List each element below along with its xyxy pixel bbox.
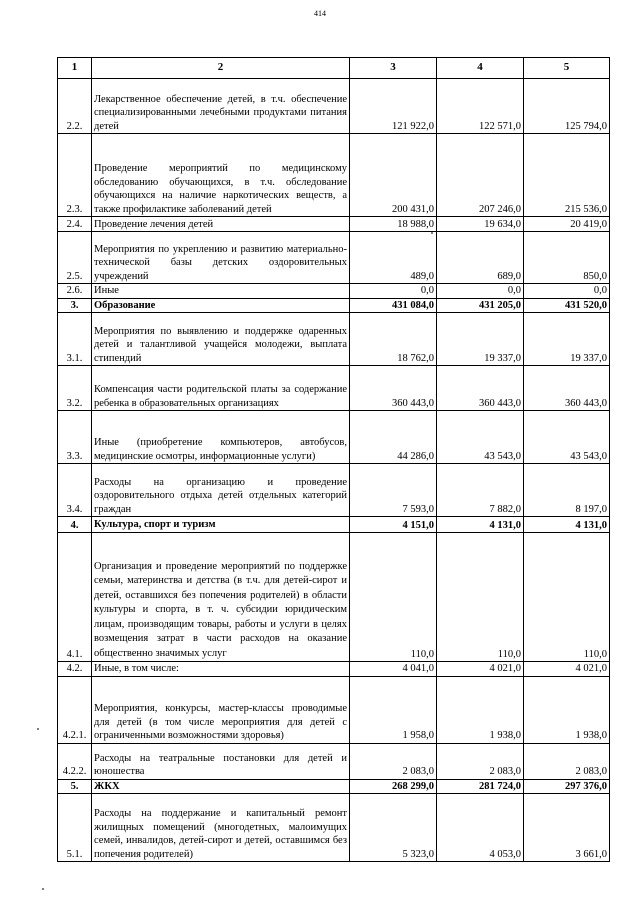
value-col3: 4 041,0 [350,662,437,677]
row-description: Расходы на театральные постановки для детей и юношества [92,743,350,779]
row-description: Иные, в том числе: [92,662,350,677]
column-header-2: 2 [92,58,350,79]
value-col5: 0,0 [524,284,610,299]
column-header-5: 5 [524,58,610,79]
row-number: 2.5. [58,232,92,284]
table-row [58,464,610,517]
row-number: 5.1. [58,794,92,862]
row-number: 2.3. [58,134,92,217]
row-description: ЖКХ [92,779,350,794]
row-description: Образование [92,298,350,313]
value-col3: 44 286,0 [350,411,437,464]
value-col3: 4 151,0 [350,517,437,533]
value-col4: 4 131,0 [437,517,524,533]
value-col3: 1 958,0 [350,676,437,743]
value-col4: 207 246,0 [437,134,524,217]
row-number: 2.6. [58,284,92,299]
value-col3: 200 431,0 [350,134,437,217]
table-row [58,743,610,779]
value-col5: 2 083,0 [524,743,610,779]
value-col3: 5 323,0 [350,794,437,862]
column-header-3: 3 [350,58,437,79]
value-col4: 281 724,0 [437,779,524,794]
value-col3: 2 083,0 [350,743,437,779]
budget-table [57,57,610,862]
table-body [58,79,610,862]
row-number: 2.2. [58,79,92,134]
row-description: Иные [92,284,350,299]
row-number: 3.2. [58,366,92,411]
value-col5: 850,0 [524,232,610,284]
row-number: 3.4. [58,464,92,517]
value-col3: 18 762,0 [350,313,437,366]
value-col3: 7 593,0 [350,464,437,517]
row-description: Расходы на поддержание и капитальный ремонт жилищных помещений (многодетных, малоимущих семей, инвалидов, детей-сирот и детей, оставшимся без попечения родителей) [92,794,350,862]
scan-speck [42,888,44,890]
row-number: 4.2.1. [58,676,92,743]
value-col5: 3 661,0 [524,794,610,862]
row-description: Культура, спорт и туризм [92,517,350,533]
value-col4: 1 938,0 [437,676,524,743]
value-col4: 4 021,0 [437,662,524,677]
row-number: 3.1. [58,313,92,366]
value-col5: 110,0 [524,533,610,662]
row-description: Организация и проведение мероприятий по поддержке семьи, материнства и детства (в т.ч. для детей-сирот и детей, оставшихся без попечения родителей) в области культуры и спорта, в т. ч. субсидии юридическим лицам, производящим товары, работы и услуги в целях возмещения затрат в части расходов на оказание общественно значимых услуг [92,533,350,662]
row-description: Лекарственное обеспечение детей, в т.ч. обеспечение специализированными лечебными продуктами питания детей [92,79,350,134]
row-description: Мероприятия, конкурсы, мастер-классы проводимые для детей (в том числе мероприятия для детей с ограниченными возможностями здоровья) [92,676,350,743]
table-row [58,284,610,299]
column-header-1: 1 [58,58,92,79]
table-row [58,411,610,464]
value-col3: 268 299,0 [350,779,437,794]
value-col5: 431 520,0 [524,298,610,313]
table-row [58,79,610,134]
value-col5: 297 376,0 [524,779,610,794]
value-col3: 489,0 [350,232,437,284]
value-col3: 121 922,0 [350,79,437,134]
value-col3: 0,0 [350,284,437,299]
value-col4: 4 053,0 [437,794,524,862]
table-row [58,232,610,284]
value-col4: 0,0 [437,284,524,299]
value-col3: 431 084,0 [350,298,437,313]
table-row [58,366,610,411]
value-col4: 689,0 [437,232,524,284]
value-col4: 431 205,0 [437,298,524,313]
row-number: 4.2.2. [58,743,92,779]
value-col4: 19 337,0 [437,313,524,366]
value-col4: 7 882,0 [437,464,524,517]
value-col3: 110,0 [350,533,437,662]
table-row [58,217,610,232]
table-row [58,517,610,533]
value-col5: 43 543,0 [524,411,610,464]
row-number: 4.2. [58,662,92,677]
table-row [58,779,610,794]
table-row [58,313,610,366]
table-row [58,298,610,313]
table-row [58,134,610,217]
value-col4: 19 634,0 [437,217,524,232]
scan-speck [431,232,433,234]
row-description: Проведение лечения детей [92,217,350,232]
row-number: 4.1. [58,533,92,662]
value-col5: 19 337,0 [524,313,610,366]
value-col4: 360 443,0 [437,366,524,411]
value-col3: 18 988,0 [350,217,437,232]
row-number: 3. [58,298,92,313]
row-description: Компенсация части родительской платы за содержание ребенка в образовательных организациях [92,366,350,411]
value-col5: 125 794,0 [524,79,610,134]
row-description: Мероприятия по укреплению и развитию материально-технической базы детских оздоровительных учреждений [92,232,350,284]
value-col5: 215 536,0 [524,134,610,217]
value-col4: 110,0 [437,533,524,662]
row-number: 4. [58,517,92,533]
row-number: 2.4. [58,217,92,232]
table-row [58,662,610,677]
row-number: 3.3. [58,411,92,464]
row-description: Мероприятия по выявлению и поддержке одаренных детей и талантливой учащейся молодежи, выплата стипендий [92,313,350,366]
row-number: 5. [58,779,92,794]
value-col4: 43 543,0 [437,411,524,464]
table-row [58,676,610,743]
value-col5: 4 131,0 [524,517,610,533]
value-col5: 8 197,0 [524,464,610,517]
value-col5: 20 419,0 [524,217,610,232]
value-col5: 1 938,0 [524,676,610,743]
value-col5: 4 021,0 [524,662,610,677]
table-row [58,794,610,862]
header-row [58,58,610,79]
row-description: Расходы на организацию и проведение оздоровительного отдыха детей отдельных категорий граждан [92,464,350,517]
table-row [58,533,610,662]
value-col4: 2 083,0 [437,743,524,779]
row-description: Иные (приобретение компьютеров, автобусов, медицинские осмотры, информационные услуги) [92,411,350,464]
row-description: Проведение мероприятий по медицинскому обследованию обучающихся, в т.ч. обследование обучающихся на наличие наркотических веществ, а также профилактике заболеваний детей [92,134,350,217]
scan-speck [37,728,39,730]
value-col4: 122 571,0 [437,79,524,134]
value-col3: 360 443,0 [350,366,437,411]
column-header-4: 4 [437,58,524,79]
page-number: 414 [314,9,326,18]
value-col5: 360 443,0 [524,366,610,411]
